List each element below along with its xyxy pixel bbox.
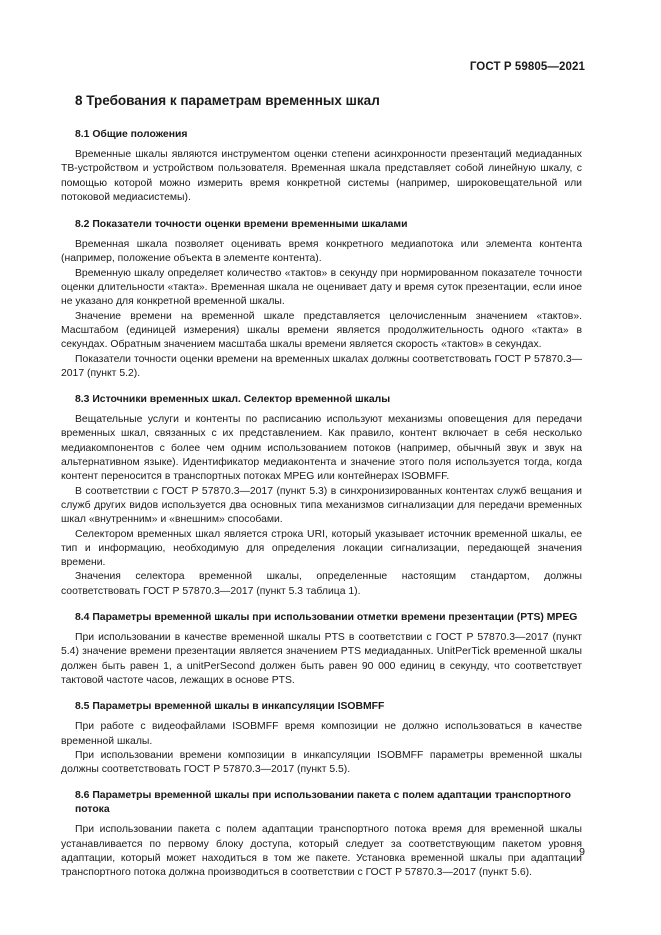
paragraph: Временную шкалу определяет количество «тактов» в секунду при нормированном показателе точности оценки длительности «такта». Временная шкала не оценивает дату и время суток презентации, если иное не указано для конкретной временной шкалы. xyxy=(61,267,582,308)
paragraph: При использовании в качестве временной шкалы PTS в соответствии с ГОСТ Р 57870.3—2017 (пункт 5.4) значение времени презентации является значением PTS медиаданных. UnitPerTick временной шкалы должен быть равен 1, а unitPerSecond должен быть равен 90 000 единиц в секунду, что соответствует тактовой частоте часов, лежащих в основе PTS. xyxy=(61,632,582,686)
subsection-title-8-1: 8.1 Общие положения xyxy=(75,129,188,140)
subsection-title-8-3: 8.3 Источники временных шкал. Селектор временной шкалы xyxy=(75,394,391,406)
subsection-title-8-2: 8.2 Показатели точности оценки времени временными шкалами xyxy=(75,219,408,231)
paragraph: Значение времени на временной шкале представляется целочисленным значением «тактов». Масштабом (единицей измерения) шкалы времени является продолжительность одного «такта» в секундах. Обратным значением масштаба шкалы времени является скорость «тактов» в секундах. xyxy=(61,310,582,351)
paragraph: Временные шкалы являются инструментом оценки степени асинхронности презентаций медиаданных ТВ-устройством и устройством пользователя. Временная шкала представляет собой линейную шкалу, с помощью которой можно измерить время конкретной системы (например, широковещательной или потоковой медиасистемы). xyxy=(61,149,582,203)
paragraph: Значения селектора временной шкалы, определенные настоящим стандартом, должны соответствовать ГОСТ Р 57870.3—2017 (пункт 5.3 таблица 1). xyxy=(61,571,582,597)
paragraph: При использовании пакета с полем адаптации транспортного потока время для временной шкалы устанавливается по первому блоку доступа, который следует за соответствующим пакетом уровня адаптации, который может находиться в том же пакете. Установка временной шкалы при адаптации транспортного потока должна производиться в соответствии с ГОСТ Р 57870.3—2017 (пункт 5.6). xyxy=(61,824,582,879)
section-title: 8 Требования к параметрам временных шкал xyxy=(75,93,380,108)
subsection-title-8-5: 8.5 Параметры временной шкалы в инкапсуляции ISOBMFF xyxy=(75,701,385,713)
subsection-title-8-6: 8.6 Параметры временной шкалы при использовании пакета с полем адаптации транспортного потока xyxy=(75,790,571,816)
paragraph: Показатели точности оценки времени на временных шкалах должны соответствовать ГОСТ Р 57870.3—2017 (пункт 5.2). xyxy=(61,353,582,379)
paragraph: Вещательные услуги и контенты по расписанию используют механизмы оповещения для передачи временных шкал, связанных с их представлением. Как правило, контент включает в себя несколько медиакомпонентов с более чем одним использованием потоков (например, обычный звук и звук на альтернативном языке). Идентификатор медиаконтента и значение этого поля используется тогда, когда контент переносится в транспортных потоках MPEG или контейнерах ISOBMFF. xyxy=(61,414,582,483)
subsection-title-8-4: 8.4 Параметры временной шкалы при использовании отметки времени презентации (PTS) MPEG xyxy=(75,612,578,624)
page-number: 9 xyxy=(579,846,585,858)
paragraph: При работе с видеофайлами ISOBMFF время композиции не должно использоваться в качестве временной шкалы. xyxy=(61,721,582,747)
paragraph: Временная шкала позволяет оценивать время конкретного медиапотока или элемента контента (например, положение объекта в элементе контента). xyxy=(61,239,582,265)
standard-number: ГОСТ Р 59805—2021 xyxy=(469,61,585,73)
paragraph: В соответствии с ГОСТ Р 57870.3—2017 (пункт 5.3) в синхронизированных контентах служб вещания и служб других видов используется два основных типа механизмов сигнализации для передачи временных шкал «внутренним» и «внешним» способами. xyxy=(61,485,582,526)
paragraph: Селектором временных шкал является строка URI, который указывает источник временной шкалы, ее тип и информацию, необходимую для определения локации сигнализации, передающей значения времени. xyxy=(61,528,582,569)
paragraph: При использовании времени композиции в инкапсуляции ISOBMFF параметры временной шкалы должны соответствовать ГОСТ Р 57870.3—2017 (пункт 5.5). xyxy=(61,749,582,776)
page-content xyxy=(61,92,582,881)
